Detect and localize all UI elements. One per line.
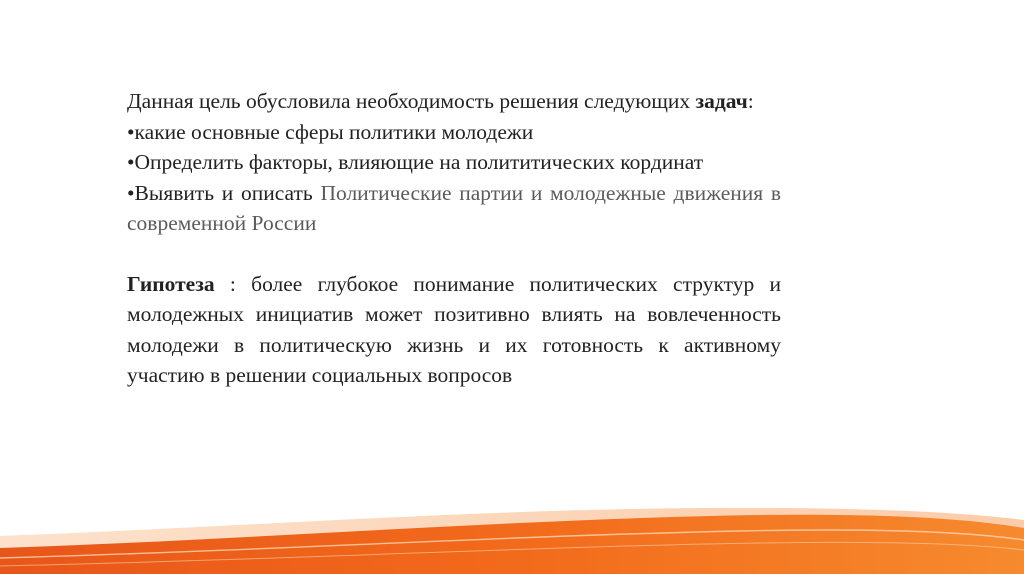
- tasks-colon: :: [747, 89, 754, 113]
- task-bullet-1: •какие основные сферы политики молодежи: [127, 119, 534, 144]
- hypothesis-label: Гипотеза: [127, 271, 215, 296]
- task-bullet-3-topic: Политические партии и молодежные движения в современной России: [127, 180, 781, 235]
- task-bullet-2: •Определить факторы, влияющие на полититических кординат: [127, 150, 704, 174]
- hypothesis-text: : более глубокое понимание политических структур и молодежных инициатив может позитивно влиять на вовлеченность молодежи в политическую жизнь и их готовность к активному участию в решении социальных вопросов: [127, 271, 781, 387]
- task-bullet-3-lead: •Выявить и описать: [127, 180, 321, 205]
- tasks-keyword: задач: [695, 89, 748, 113]
- tasks-intro-text: Данная цель обусловила необходимость решения следующих: [127, 89, 696, 113]
